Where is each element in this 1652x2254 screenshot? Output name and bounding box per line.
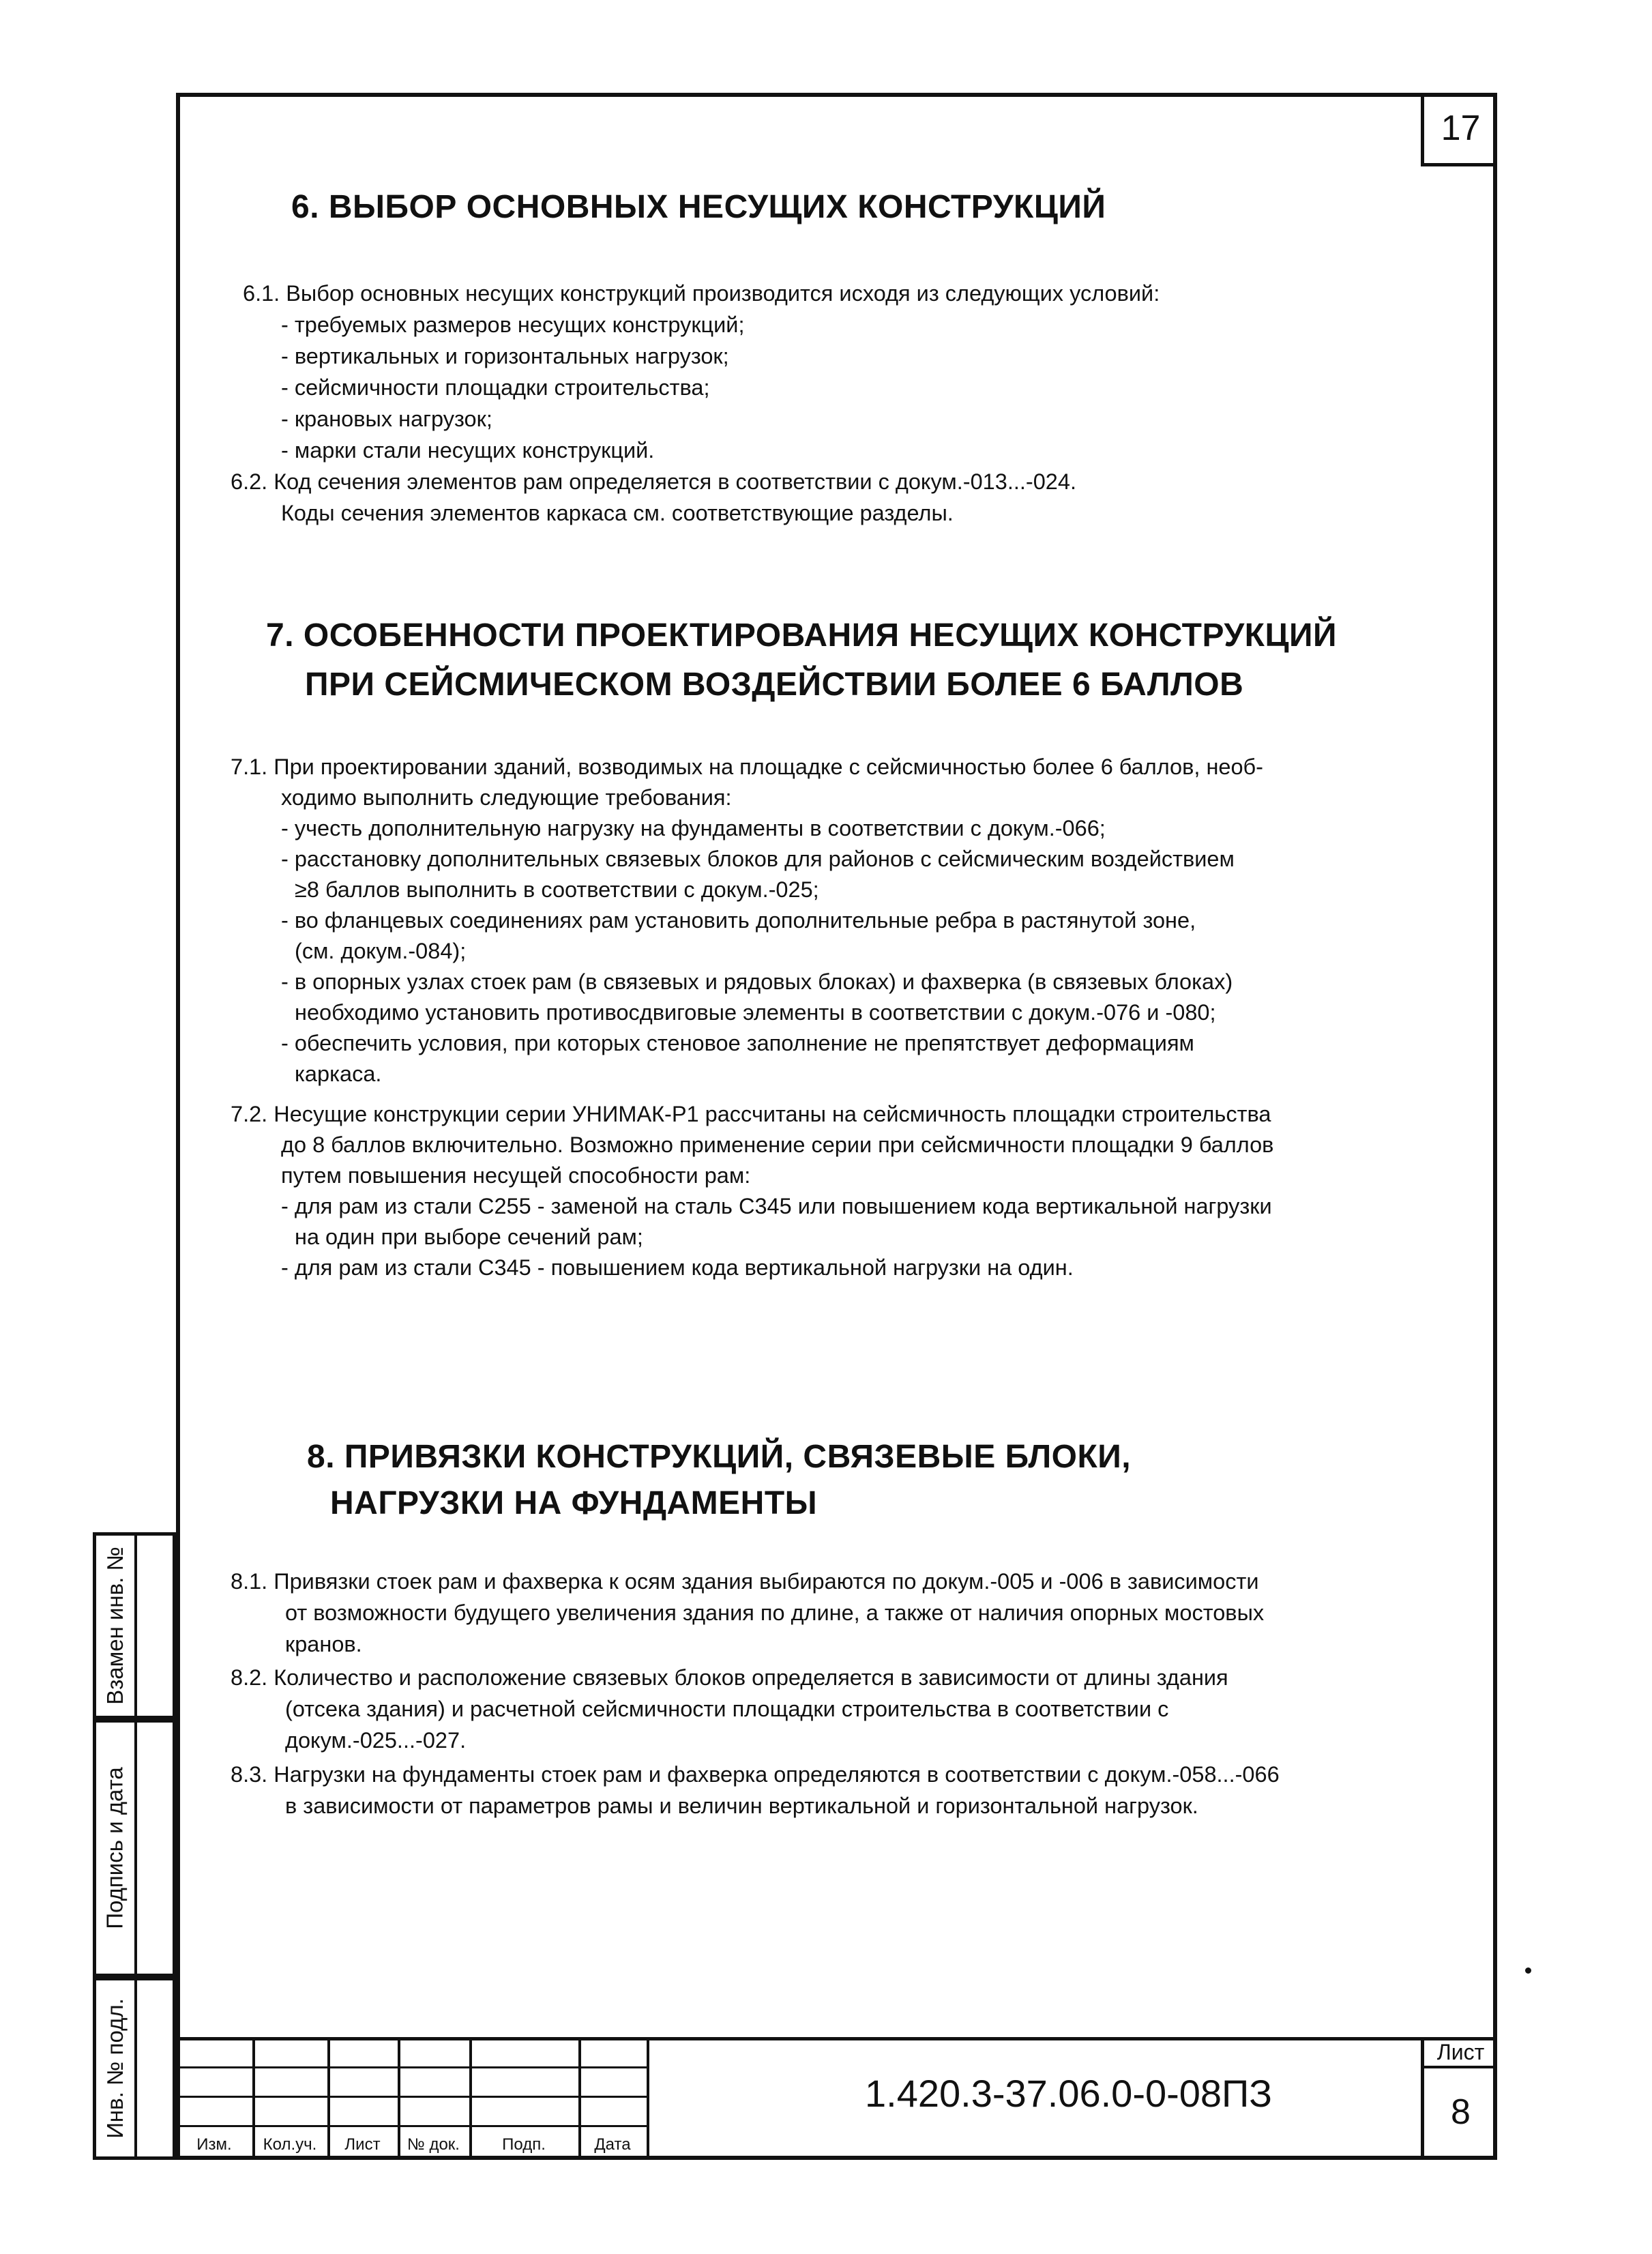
title-block — [176, 2037, 1497, 2160]
col-header-izm: Изм. — [196, 2135, 232, 2154]
sheet-number: 8 — [1451, 2092, 1471, 2132]
s7-line: ≥8 баллов выполнить в соответствии с докум.-025; — [295, 877, 819, 902]
side-stamp-label: Подпись и дата — [102, 1767, 128, 1929]
s7-line: - для рам из стали С345 - повышением кода вертикальной нагрузки на один. — [281, 1255, 1074, 1280]
s7-line: - обеспечить условия, при которых стеновое заполнение не препятствует деформациям — [281, 1031, 1194, 1055]
s6-line: Коды сечения элементов каркаса см. соответствующие разделы. — [281, 501, 954, 525]
scan-dot — [1525, 1967, 1531, 1974]
s7-line: 7.2. Несущие конструкции серии УНИМАК-Р1 рассчитаны на сейсмичность площадки строительства — [231, 1102, 1271, 1126]
col-header-kol-uch: Кол.уч. — [263, 2135, 317, 2154]
col-header-sign: Подп. — [502, 2135, 546, 2154]
section-8-title-line2: НАГРУЗКИ НА ФУНДАМЕНТЫ — [330, 1485, 818, 1521]
sheet-box — [1421, 2037, 1497, 2160]
col-header-doc-no: № док. — [407, 2135, 460, 2154]
grid-col-line — [647, 2037, 649, 2160]
side-stamp-label: Инв. № подл. — [102, 1998, 128, 2139]
side-stamp-inv-orig — [93, 1977, 176, 2160]
s7-line: до 8 баллов включительно. Возможно применение серии при сейсмичности площадки 9 баллов — [281, 1132, 1274, 1157]
s6-line: - сейсмичности площадки строительства; — [281, 375, 710, 400]
s8-line: 8.2. Количество и расположение связевых блоков определяется в зависимости от длины здания — [231, 1665, 1228, 1690]
s7-line: - расстановку дополнительных связевых блоков для районов с сейсмическим воздействием — [281, 847, 1235, 871]
s6-line: 6.1. Выбор основных несущих конструкций производится исходя из следующих условий: — [243, 281, 1160, 306]
col-header-list: Лист — [344, 2135, 381, 2154]
s6-line: - вертикальных и горизонтальных нагрузок; — [281, 344, 729, 368]
s8-line: докум.-025...-027. — [285, 1728, 467, 1753]
side-stamp-label: Взамен инв. № — [102, 1547, 128, 1705]
s8-line: 8.3. Нагрузки на фундаменты стоек рам и фахверка определяются в соответствии с докум.-058...-066 — [231, 1762, 1280, 1787]
s7-line: - в опорных узлах стоек рам (в связевых и рядовых блоках) и фахверка (в связевых блоках) — [281, 969, 1233, 994]
s6-line: - крановых нагрузок; — [281, 407, 492, 431]
s6-line: - требуемых размеров несущих конструкций; — [281, 312, 745, 337]
s7-line: необходимо установить противосдвиговые элементы в соответствии с докум.-076 и -080; — [295, 1000, 1216, 1025]
sheet-label: Лист — [1424, 2037, 1497, 2068]
s8-line: (отсека здания) и расчетной сейсмичности площадки строительства в соответствии с — [285, 1697, 1169, 1721]
s7-line: на один при выборе сечений рам; — [295, 1225, 643, 1249]
page-number: 17 — [1421, 93, 1497, 166]
section-6-title: 6. ВЫБОР ОСНОВНЫХ НЕСУЩИХ КОНСТРУКЦИЙ — [291, 189, 1106, 225]
s8-line: кранов. — [285, 1632, 362, 1656]
s6-line: 6.2. Код сечения элементов рам определяется в соответствии с докум.-013...-024. — [231, 469, 1076, 494]
section-7-title-line1: 7. ОСОБЕННОСТИ ПРОЕКТИРОВАНИЯ НЕСУЩИХ КОНСТРУКЦИЙ — [266, 617, 1338, 654]
s7-line: - учесть дополнительную нагрузку на фундаменты в соответствии с докум.-066; — [281, 816, 1106, 840]
side-stamp-sign-date — [93, 1719, 176, 1977]
section-8-title-line1: 8. ПРИВЯЗКИ КОНСТРУКЦИЙ, СВЯЗЕВЫЕ БЛОКИ, — [307, 1439, 1132, 1475]
document-code: 1.420.3-37.06.0-0-08ПЗ — [865, 2072, 1273, 2115]
s8-line: от возможности будущего увеличения здания по длине, а также от наличия опорных мостовых — [285, 1600, 1265, 1625]
side-stamp-replace-inv — [93, 1532, 176, 1719]
s7-line: путем повышения несущей способности рам: — [281, 1163, 751, 1188]
s7-line: - во фланцевых соединениях рам установить дополнительные ребра в растянутой зоне, — [281, 908, 1196, 933]
s7-line: (см. докум.-084); — [295, 939, 467, 963]
section-7-title-line2: ПРИ СЕЙСМИЧЕСКОМ ВОЗДЕЙСТВИИ БОЛЕЕ 6 БАЛЛОВ — [305, 667, 1244, 703]
s8-line: 8.1. Привязки стоек рам и фахверка к осям здания выбираются по докум.-005 и -006 в зависимости — [231, 1569, 1259, 1594]
s7-line: 7.1. При проектировании зданий, возводимых на площадке с сейсмичностью более 6 баллов, необ- — [231, 755, 1263, 779]
s7-line: каркаса. — [295, 1062, 382, 1086]
col-header-date: Дата — [594, 2135, 631, 2154]
s7-line: - для рам из стали С255 - заменой на сталь С345 или повышением кода вертикальной нагрузки — [281, 1194, 1272, 1218]
s6-line: - марки стали несущих конструкций. — [281, 438, 655, 463]
s7-line: ходимо выполнить следующие требования: — [281, 785, 732, 810]
s8-line: в зависимости от параметров рамы и величин вертикальной и горизонтальной нагрузок. — [285, 1794, 1198, 1818]
revision-grid — [176, 2037, 649, 2160]
